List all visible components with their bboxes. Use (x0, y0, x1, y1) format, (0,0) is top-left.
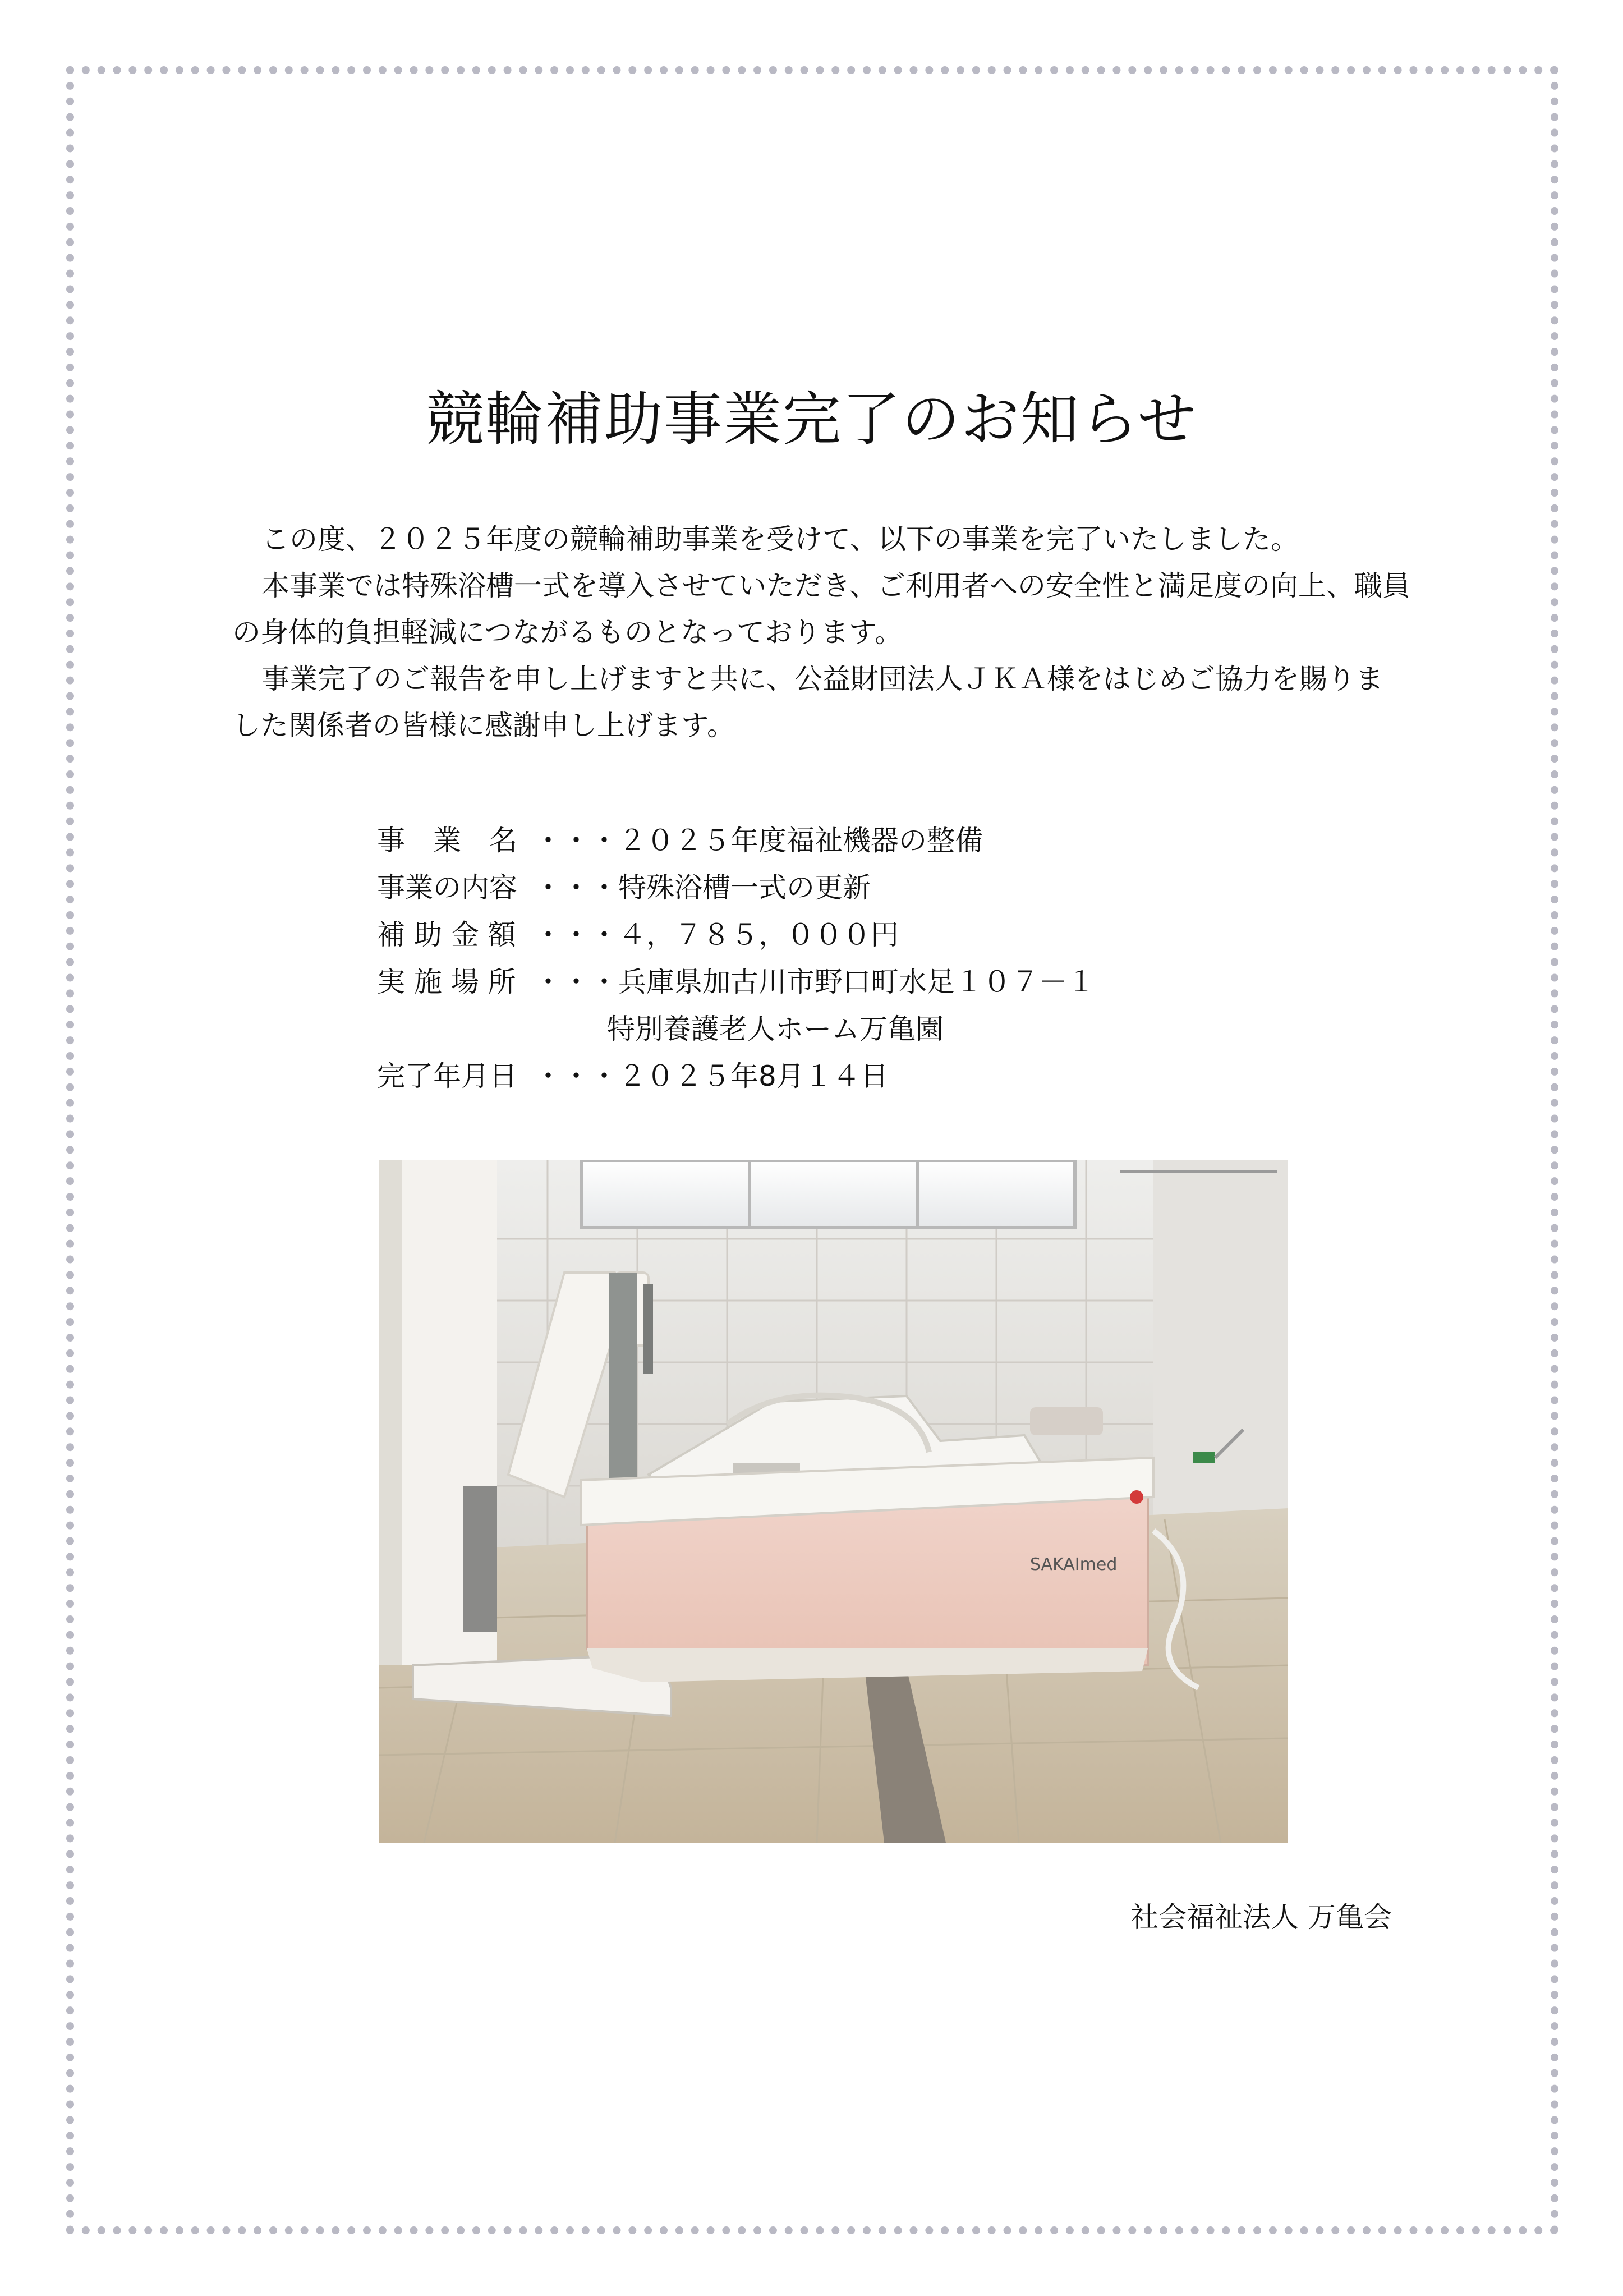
project-details (377, 817, 1095, 1100)
intro-text (232, 516, 1410, 749)
intro-paragraph-1: この度、２０２５年度の競輪補助事業を受けて、以下の事業を完了いたしました。 (261, 523, 1299, 555)
detail-row-location-facility (377, 1005, 1095, 1053)
amount-value: ４，７８５，０００円 (618, 919, 899, 951)
page-title: 競輪補助事業完了のお知らせ (426, 385, 1197, 453)
completion-value: ２０２５年8月１４日 (618, 1060, 889, 1092)
detail-row-amount (377, 911, 1095, 958)
separator: ・・・ (534, 871, 618, 904)
project-name-label: 事 業 名 (377, 824, 517, 857)
location-value-facility: 特別養護老人ホーム万亀園 (607, 1013, 944, 1045)
location-label: 実 施 場 所 (377, 966, 516, 998)
intro-paragraph-3: 事業完了のご報告を申し上げますと共に、公益財団法人ＪＫＡ様をはじめご協力を賜りました関係者の皆様に感謝申し上げます。 (232, 663, 1383, 742)
detail-row-content (377, 864, 1095, 911)
amount-label: 補 助 金 額 (377, 919, 516, 951)
separator: ・・・ (534, 966, 618, 998)
detail-row-completion-date (377, 1053, 1095, 1100)
separator: ・・・ (534, 919, 618, 951)
detail-row-project-name (377, 817, 1095, 864)
intro-paragraph-2: 本事業では特殊浴槽一式を導入させていただき、ご利用者への安全性と満足度の向上、職員の身体的負担軽減につながるものとなっております。 (232, 570, 1410, 649)
project-name-value: ２０２５年度福祉機器の整備 (618, 824, 983, 857)
separator: ・・・ (534, 824, 618, 857)
content-value: 特殊浴槽一式の更新 (618, 871, 871, 904)
special-bathtub-illustration (379, 1160, 1288, 1843)
organization-name: 社会福祉法人 万亀会 (1130, 1901, 1392, 1934)
bathtub-brand-label: SAKAImed (1030, 1555, 1118, 1574)
bathtub-photo (379, 1160, 1288, 1843)
detail-row-location (377, 958, 1095, 1005)
completion-label: 完了年月日 (377, 1060, 517, 1092)
separator: ・・・ (534, 1060, 618, 1092)
location-value: 兵庫県加古川市野口町水足１０７－１ (618, 966, 1095, 998)
content-label: 事業の内容 (377, 871, 517, 904)
